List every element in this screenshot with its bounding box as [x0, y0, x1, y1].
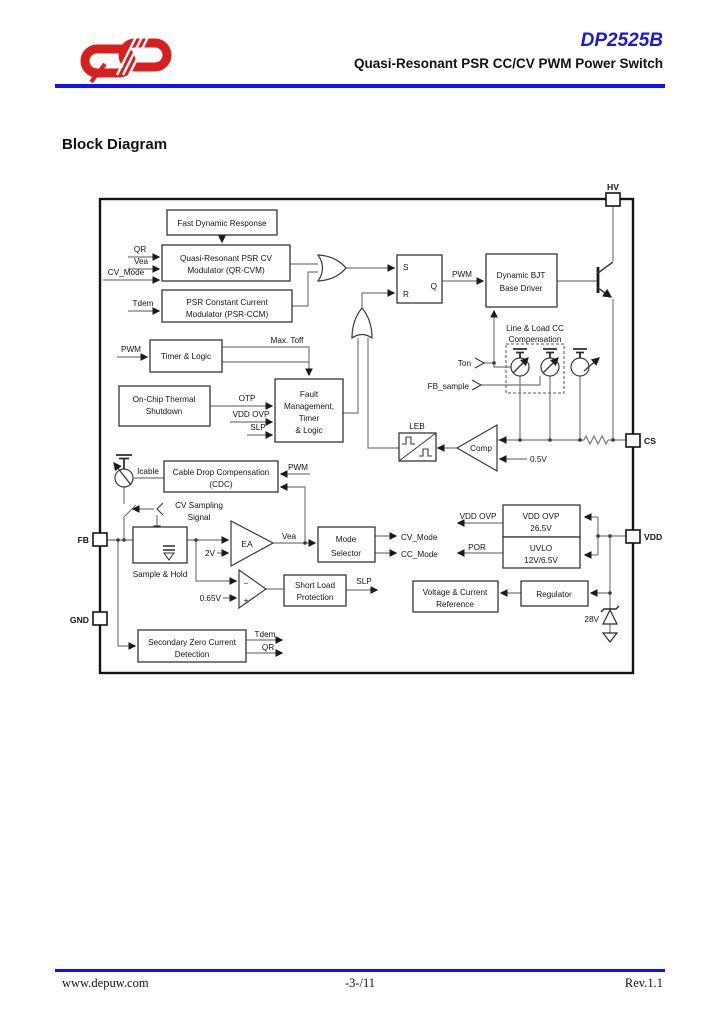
ground-symbol-icable	[116, 455, 132, 469]
uvlo-label-2: 12V/6.5V	[524, 556, 558, 565]
driver-label-1: Dynamic BJT	[496, 271, 546, 280]
vdd-ovp-label-2: 26.5V	[530, 524, 552, 533]
thermal-label-2: Shutdown	[145, 407, 183, 416]
current-source-3	[571, 358, 589, 376]
cv-sampling-label-1: CV Sampling	[175, 501, 223, 510]
065v-label: 0.65V	[199, 594, 221, 603]
vdd-ovp-in-label: VDD OVP	[232, 410, 270, 419]
regulator-label: Regulator	[536, 590, 572, 599]
current-source-2	[541, 358, 559, 376]
sample-hold-block	[133, 527, 187, 563]
max-toff-label: Max. Toff	[270, 336, 304, 345]
wire-fault-or2	[343, 338, 358, 413]
zener-ground	[603, 633, 617, 642]
driver-label-2: Base Driver	[499, 284, 543, 293]
pin-fb	[93, 533, 107, 546]
vea-in-label: Vea	[133, 257, 149, 266]
fb-sample-label: FB_sample	[427, 382, 469, 391]
cv-mode-out-label: CV_Mode	[401, 533, 438, 542]
pwm-cdc-label: PWM	[287, 463, 309, 472]
part-number: DP2525B	[580, 30, 663, 51]
2v-label: 2V	[204, 549, 215, 558]
bjt-driver-block	[486, 254, 557, 307]
vea-out-label: Vea	[281, 532, 297, 541]
fault-label-1: Fault	[299, 390, 319, 399]
bjt-collector	[598, 262, 613, 273]
slp-out-label: SLP	[356, 577, 372, 586]
pin-fb-label: FB	[77, 535, 89, 545]
ground-symbol-2	[543, 349, 557, 358]
thermal-label-1: On-Chip Thermal	[132, 395, 196, 404]
cv-sampling-label-2: Signal	[187, 513, 211, 522]
szcd-label-2: Detection	[174, 650, 210, 659]
wire-max-toff	[222, 347, 309, 375]
comp-label: Comp	[470, 444, 492, 453]
footer-revision: Rev.1.1	[624, 976, 663, 990]
otp-label: OTP	[238, 394, 256, 403]
ground-symbol-3	[573, 349, 587, 358]
leb-label: LEB	[409, 422, 425, 431]
reference-label-1: Voltage & Current	[422, 588, 488, 597]
por-label: POR	[468, 543, 486, 552]
pin-hv-label: HV	[607, 182, 619, 192]
pwm-in-label: PWM	[120, 345, 142, 354]
cdc-label-2: (CDC)	[209, 480, 233, 489]
fault-label-4: & Logic	[295, 426, 323, 435]
latch-r-label: R	[403, 290, 409, 299]
pin-gnd-label: GND	[69, 615, 89, 625]
slp-in-label: SLP	[250, 423, 266, 432]
fault-label-3: Timer	[298, 414, 320, 423]
line-load-label-1: Line & Load CC	[506, 324, 564, 333]
zener-diode	[603, 610, 617, 624]
qr-cvm-block	[162, 245, 290, 281]
ground-symbol-1	[513, 349, 527, 358]
comp2-minus-label: −	[243, 578, 249, 588]
latch-s-label: S	[403, 263, 409, 272]
pin-gnd	[93, 612, 107, 625]
pin-cs-label: CS	[644, 436, 656, 446]
thermal-shutdown-block	[119, 386, 210, 426]
tdem-in-label: Tdem	[132, 299, 154, 308]
tdem-out-label: Tdem	[254, 630, 276, 639]
switch-blade-fb	[124, 505, 136, 517]
wire-leb-or2	[368, 338, 399, 448]
28v-label: 28V	[584, 615, 599, 624]
fault-label-2: Management,	[283, 402, 335, 411]
icable-label: Icable	[137, 467, 159, 476]
pin-vdd	[626, 530, 640, 543]
szcd-label-1: Secondary Zero Current	[148, 638, 236, 647]
comp2-plus-label: +	[243, 595, 249, 605]
reference-label-2: Reference	[436, 600, 474, 609]
or-gate-set	[318, 255, 346, 281]
pin-hv	[606, 193, 620, 206]
timer-logic-label: Timer & Logic	[160, 352, 212, 361]
psr-ccm-label-1: PSR Constant Current	[186, 298, 268, 307]
footer-page-number: -3-/11	[344, 976, 376, 990]
qr-cvm-label-2: Modulator (QR-CVM)	[187, 266, 265, 275]
vdd-ovp-out-label: VDD OVP	[459, 512, 497, 521]
qr-out-label: QR	[261, 643, 275, 652]
wire-psrccm-or1	[292, 272, 318, 306]
short-load-label-2: Protection	[296, 593, 334, 602]
ton-label: Ton	[457, 359, 471, 368]
doc-subtitle: Quasi-Resonant PSR CC/CV PWM Power Switch	[353, 56, 663, 71]
sample-hold-label: Sample & Hold	[132, 570, 188, 579]
cdc-label-1: Cable Drop Compensation	[172, 468, 270, 477]
wire-fbsample	[481, 376, 540, 385]
ton-flag	[475, 358, 484, 368]
mode-selector-label-1: Mode	[335, 535, 357, 544]
fb-sample-flag	[472, 380, 481, 390]
line-load-label-2: Compensation	[508, 335, 562, 344]
bjt-emitter	[598, 288, 611, 297]
pin-vdd-label: VDD	[644, 532, 663, 542]
wire-or2-r	[362, 293, 394, 308]
pin-cs	[626, 434, 640, 447]
wire-sh-comp2	[196, 540, 236, 581]
section-title: Block Diagram	[62, 136, 168, 153]
cs-resistor	[584, 436, 608, 444]
ea-label: EA	[241, 539, 253, 549]
footer-website: www.depuw.com	[62, 976, 149, 990]
mode-selector-label-2: Selector	[330, 549, 362, 558]
footer-rule	[55, 969, 665, 972]
fdr-label: Fast Dynamic Response	[177, 219, 267, 228]
pwm-out-label: PWM	[451, 270, 473, 279]
wire-ton-isrc	[494, 363, 511, 367]
cv-mode-in-label: CV_Mode	[107, 268, 145, 277]
psr-ccm-label-2: Modulator (PSR-CCM)	[185, 310, 269, 319]
0v5-label: 0.5V	[530, 455, 547, 464]
qr-cvm-label-1: Quasi-Resonant PSR CV	[180, 254, 272, 263]
qr-in-label: QR	[133, 245, 147, 254]
uvlo-label-1: UVLO	[529, 544, 553, 553]
or-gate-reset	[352, 308, 372, 338]
current-source-1	[511, 358, 529, 376]
vdd-ovp-label-1: VDD OVP	[522, 512, 560, 521]
latch-q-label: Q	[430, 282, 437, 291]
cc-mode-out-label: CC_Mode	[401, 550, 438, 559]
cv-sampling-flag	[157, 503, 163, 515]
short-load-label-1: Short Load	[294, 581, 336, 590]
